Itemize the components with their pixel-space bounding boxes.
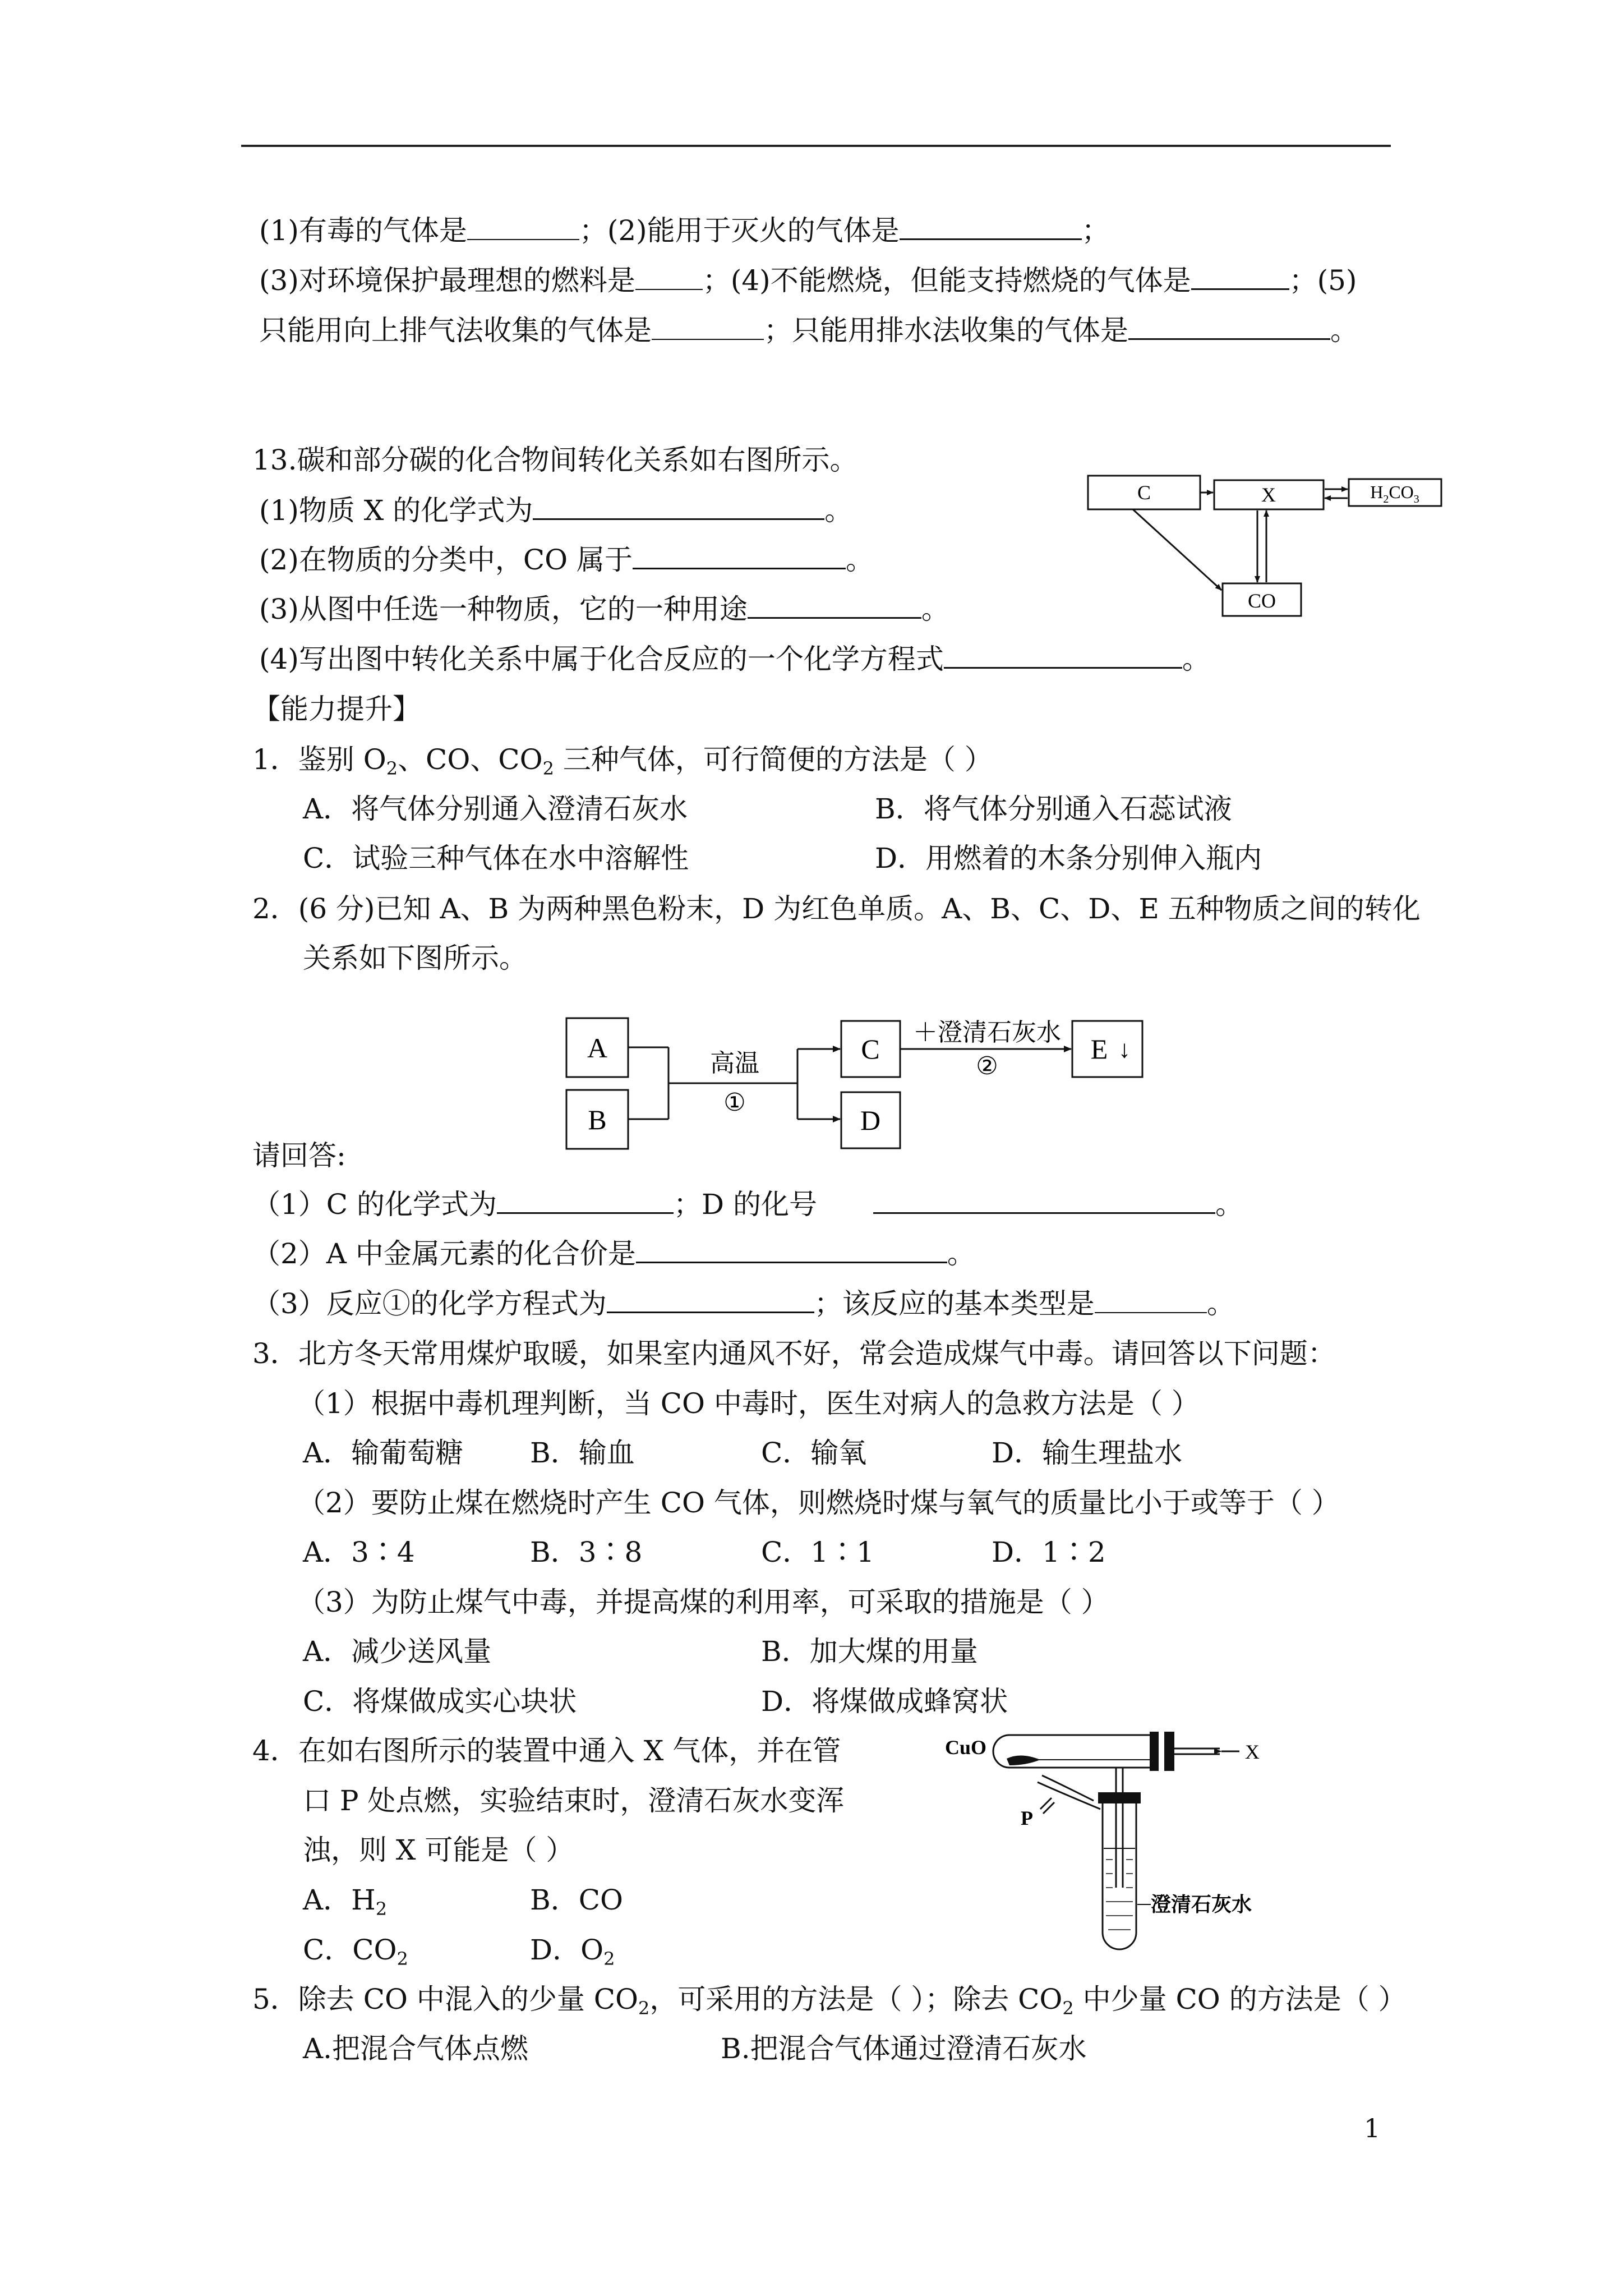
- answer-blank[interactable]: [652, 314, 764, 340]
- q13-part-2: (2)在物质的分类中，CO 属于 。: [259, 544, 874, 576]
- q3-sub1-option-b[interactable]: B．输血: [530, 1437, 635, 1469]
- page-number: 1: [1364, 2113, 1381, 2143]
- svg-text:C: C: [1137, 481, 1151, 504]
- q1-option-d[interactable]: D．用燃着的木条分别伸入瓶内: [875, 842, 1262, 875]
- svg-text:CuO: CuO: [945, 1736, 987, 1759]
- box-co: [1223, 583, 1301, 616]
- q3-sub1-option-c[interactable]: C．输氧: [761, 1437, 867, 1469]
- q2-part-1: （1）C 的化学式为 ；D 的化号 。: [252, 1188, 1243, 1221]
- q12-line-3: 只能用向上排气法收集的气体是 ；只能用排水法收集的气体是 。: [259, 314, 1358, 347]
- apparatus-diagram: [942, 1719, 1290, 1966]
- svg-text:②: ②: [976, 1052, 998, 1080]
- q3-sub1-option-a[interactable]: A．输葡萄糖: [303, 1437, 464, 1469]
- svg-text:高温: 高温: [710, 1050, 759, 1077]
- answer-blank[interactable]: [633, 543, 846, 569]
- svg-text:D: D: [860, 1105, 881, 1136]
- q1-option-a[interactable]: A．将气体分别通入澄清石灰水: [303, 793, 688, 825]
- q12-line-1: (1)有毒的气体是 ；(2)能用于灭火的气体是 ；: [259, 214, 1110, 247]
- svg-text:B: B: [588, 1104, 607, 1135]
- q3-sub2-option-d[interactable]: D．1∶2: [992, 1536, 1106, 1568]
- box-b: [566, 1090, 628, 1149]
- q3-sub2-option-c[interactable]: C．1∶1: [761, 1536, 874, 1568]
- q3-sub3-option-d[interactable]: D．将煤做成蜂窝状: [761, 1685, 1008, 1718]
- q13-part-1: (1)物质 X 的化学式为 。: [259, 494, 853, 527]
- svg-text:CO: CO: [1247, 590, 1276, 612]
- q3-sub3-option-a[interactable]: A．减少送风量: [303, 1635, 492, 1668]
- box-x: [1214, 480, 1324, 509]
- answer-blank[interactable]: [467, 214, 579, 240]
- q1-stem: 1．鉴别 $O_2$、CO、$CO_2$ 三种气体，可行简便的方法是（ ）: [252, 743, 993, 779]
- q3-sub-3: （3）为防止煤气中毒，并提高煤的利用率，可采取的措施是（ ）: [297, 1586, 1109, 1618]
- q3-sub3-option-b[interactable]: B．加大煤的用量: [761, 1635, 978, 1668]
- svg-text:＋澄清石灰水: ＋澄清石灰水: [913, 1019, 1061, 1046]
- q2-reaction-diagram: [561, 1007, 1166, 1175]
- box-c: [1088, 476, 1200, 509]
- svg-text:澄清石灰水: 澄清石灰水: [1151, 1893, 1252, 1916]
- q4-stem-line-1: 4．在如右图所示的装置中通入 X 气体，并在管: [252, 1734, 841, 1767]
- q2-ask: 请回答:: [252, 1139, 346, 1172]
- svg-text:↓: ↓: [1118, 1036, 1131, 1063]
- q2-part-2: （2）A 中金属元素的化合价是 。: [252, 1237, 975, 1270]
- box-e: [1072, 1021, 1142, 1077]
- box-a: [566, 1018, 628, 1077]
- carbon-conversion-diagram: [1082, 471, 1453, 628]
- svg-text:A: A: [587, 1032, 608, 1064]
- box-c: [841, 1021, 900, 1077]
- answer-blank[interactable]: [607, 1287, 814, 1313]
- svg-text:E: E: [1090, 1033, 1108, 1065]
- q4-stem-line-3: 浊，则 X 可能是（ ）: [303, 1834, 574, 1866]
- q5-option-b[interactable]: B.把混合气体通过澄清石灰水: [721, 2032, 1087, 2065]
- answer-blank[interactable]: [1191, 264, 1289, 290]
- q4-stem-line-2: 口 P 处点燃，实验结束时，澄清石灰水变浑: [303, 1784, 845, 1817]
- section-title: 【能力提升】: [252, 693, 421, 725]
- svg-text:P: P: [1021, 1807, 1033, 1829]
- q4-option-d[interactable]: D．$O_2$: [530, 1934, 615, 1970]
- answer-blank[interactable]: [944, 642, 1182, 669]
- svg-text:C: C: [861, 1033, 880, 1065]
- box-h2co3: [1349, 479, 1441, 506]
- svg-text:X: X: [1245, 1741, 1260, 1763]
- q12-line-2: (3)对环境保护最理想的燃料是 ；(4)不能燃烧，但能支持燃烧的气体是 ；(5): [259, 264, 1357, 297]
- q4-option-b[interactable]: B．CO: [530, 1884, 623, 1916]
- answer-blank[interactable]: [636, 1237, 947, 1263]
- q4-option-a[interactable]: A．$H_2$: [303, 1884, 388, 1920]
- q3-sub3-option-c[interactable]: C．将煤做成实心块状: [303, 1685, 577, 1718]
- q13-part-3: (3)从图中任选一种物质，它的一种用途 。: [259, 593, 949, 625]
- q2-stem-line-1: 2．(6 分)已知 A、B 为两种黑色粉末，D 为红色单质。A、B、C、D、E 五种物质之间的转化: [252, 892, 1421, 925]
- header-rule: [241, 145, 1391, 147]
- q3-sub-2: （2）要防止煤在燃烧时产生 CO 气体，则燃烧时煤与氧气的质量比小于或等于（ ）: [297, 1487, 1340, 1519]
- q1-option-b[interactable]: B．将气体分别通入石蕊试液: [875, 793, 1232, 825]
- answer-blank[interactable]: [635, 264, 703, 290]
- answer-blank[interactable]: [533, 494, 824, 520]
- answer-blank[interactable]: [900, 214, 1082, 240]
- answer-blank[interactable]: [1095, 1287, 1207, 1313]
- q13-stem: 13.碳和部分碳的化合物间转化关系如右图所示。: [252, 444, 858, 476]
- q3-sub1-option-d[interactable]: D．输生理盐水: [992, 1437, 1183, 1469]
- q5-stem: 5．除去 CO 中混入的少量 $CO_2$，可采用的方法是（ ）；除去 $CO_2$ 中少量 CO 的方法是（ ）: [252, 1983, 1407, 2019]
- svg-text:X: X: [1261, 484, 1276, 506]
- q3-sub-1: （1）根据中毒机理判断，当 CO 中毒时，医生对病人的急救方法是（ ）: [297, 1387, 1200, 1420]
- box-d: [841, 1092, 900, 1148]
- q5-option-a[interactable]: A.把混合气体点燃: [303, 2032, 529, 2065]
- q2-part-3: （3）反应①的化学方程式为 ；该反应的基本类型是 。: [252, 1287, 1235, 1320]
- q2-stem-line-2: 关系如下图所示。: [303, 942, 527, 974]
- q13-part-4: (4)写出图中转化关系中属于化合反应的一个化学方程式 。: [259, 643, 1210, 675]
- answer-blank[interactable]: [1128, 314, 1330, 340]
- svg-text:H2CO3: $H_2CO_3$: [1370, 482, 1419, 505]
- svg-text:①: ①: [723, 1089, 746, 1116]
- q3-sub2-option-b[interactable]: B．3∶8: [530, 1536, 643, 1568]
- q3-stem: 3．北方冬天常用煤炉取暖，如果室内通风不好，常会造成煤气中毒。请回答以下问题：: [252, 1337, 1336, 1370]
- q4-option-c[interactable]: C．$CO_2$: [303, 1934, 408, 1970]
- q3-sub2-option-a[interactable]: A．3∶4: [303, 1536, 415, 1568]
- q1-option-c[interactable]: C．试验三种气体在水中溶解性: [303, 842, 689, 875]
- answer-blank[interactable]: [873, 1188, 1215, 1214]
- answer-blank[interactable]: [748, 592, 921, 619]
- answer-blank[interactable]: [497, 1188, 674, 1214]
